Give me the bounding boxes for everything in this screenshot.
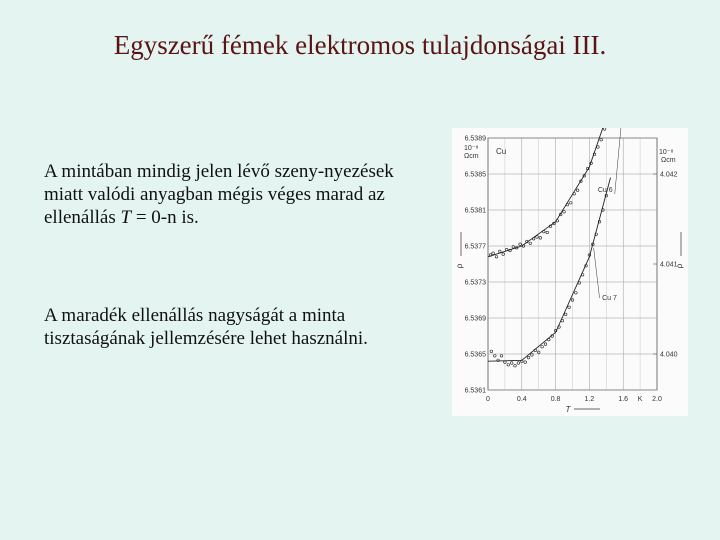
data-point-cu-6 xyxy=(495,256,498,259)
x-tick-label: 1.2 xyxy=(584,396,595,403)
left-tick-label: 6.5373 xyxy=(464,279,486,287)
data-point-cu-6 xyxy=(603,128,606,130)
data-point-cu-6 xyxy=(539,237,542,240)
right-tick-label: 4.040 xyxy=(660,351,678,359)
y-axis-label-right: ρ xyxy=(675,263,684,269)
data-point-cu-6 xyxy=(536,236,539,239)
left-tick-label: 6.5361 xyxy=(464,387,486,395)
data-point-cu-7 xyxy=(527,356,530,359)
right-tick-label: 4.042 xyxy=(660,171,678,179)
data-point-cu-7 xyxy=(568,306,571,309)
data-point-cu-7 xyxy=(564,313,567,316)
data-point-cu-7 xyxy=(524,361,527,364)
data-point-cu-7 xyxy=(517,362,520,365)
series-label-cu7: Cu 7 xyxy=(602,295,617,302)
data-point-cu-6 xyxy=(492,252,495,255)
left-tick-label: 6.5369 xyxy=(464,315,486,323)
data-point-cu-6 xyxy=(529,242,532,245)
left-tick-label: 6.5381 xyxy=(464,207,486,215)
data-point-cu-7 xyxy=(507,364,510,367)
data-point-cu-6 xyxy=(576,189,579,192)
data-point-cu-7 xyxy=(575,292,578,295)
fit-curve-cu-7 xyxy=(488,178,611,362)
paragraph-text: A mintában mindig jelen lévő szeny-nyezések miatt valódi anyagban mégis véges marad az ellenállás xyxy=(44,161,394,228)
paragraph-text-end: = 0-n is. xyxy=(131,207,199,228)
left-axis-unit: Ωcm xyxy=(464,153,479,160)
y-axis-label-left: ρ xyxy=(455,263,464,269)
x-axis-unit: K xyxy=(637,396,643,403)
x-tick-label: 0 xyxy=(486,396,490,403)
x-tick-label: 0.8 xyxy=(550,396,561,403)
series-pointer-cu7 xyxy=(594,248,600,298)
resistivity-chart xyxy=(452,128,688,416)
resistivity-figure xyxy=(452,128,688,416)
right-tick-label: 4.041 xyxy=(660,261,678,269)
chart-title: Cu xyxy=(496,147,507,156)
paragraph-purity: A maradék ellenállás nagyságát a minta tisztaságának jellemzésére lehet használni. xyxy=(44,305,368,349)
data-point-cu-7 xyxy=(561,319,564,322)
slide-title: Egyszerű fémek elektromos tulajdonságai III. xyxy=(113,30,607,60)
data-point-cu-7 xyxy=(500,355,503,358)
right-axis-power: 10⁻⁸ xyxy=(659,149,674,156)
data-point-cu-6 xyxy=(600,139,603,142)
paragraph-residual-resistance xyxy=(44,160,424,229)
data-point-cu-6 xyxy=(570,202,573,205)
data-point-cu-6 xyxy=(546,231,549,234)
data-point-cu-6 xyxy=(502,253,505,256)
data-point-cu-6 xyxy=(519,243,522,246)
data-point-cu-6 xyxy=(563,211,566,214)
data-point-cu-7 xyxy=(490,350,493,353)
x-tick-label: 1.6 xyxy=(618,396,629,403)
x-axis-label: T xyxy=(565,405,571,414)
series-label-cu6: Cu 6 xyxy=(597,187,613,194)
data-point-cu-7 xyxy=(541,346,544,349)
x-tick-label: 2.0 xyxy=(652,396,662,403)
data-point-cu-7 xyxy=(548,338,551,341)
data-point-cu-7 xyxy=(514,364,517,367)
left-tick-label: 6.5385 xyxy=(464,171,486,179)
data-point-cu-6 xyxy=(597,146,600,149)
data-point-cu-7 xyxy=(494,355,497,358)
fit-curve-cu-6 xyxy=(488,128,644,257)
data-point-cu-7 xyxy=(544,343,547,346)
left-tick-label: 6.5377 xyxy=(464,243,486,251)
temperature-variable: T xyxy=(120,207,132,228)
left-tick-label: 6.5389 xyxy=(464,135,486,143)
right-axis-unit: Ωcm xyxy=(661,157,676,164)
x-tick-label: 0.4 xyxy=(516,396,527,403)
data-point-cu-6 xyxy=(499,250,502,253)
left-tick-label: 6.5365 xyxy=(464,351,486,359)
data-point-cu-7 xyxy=(510,362,513,365)
left-axis-power: 10⁻⁸ xyxy=(464,145,479,152)
